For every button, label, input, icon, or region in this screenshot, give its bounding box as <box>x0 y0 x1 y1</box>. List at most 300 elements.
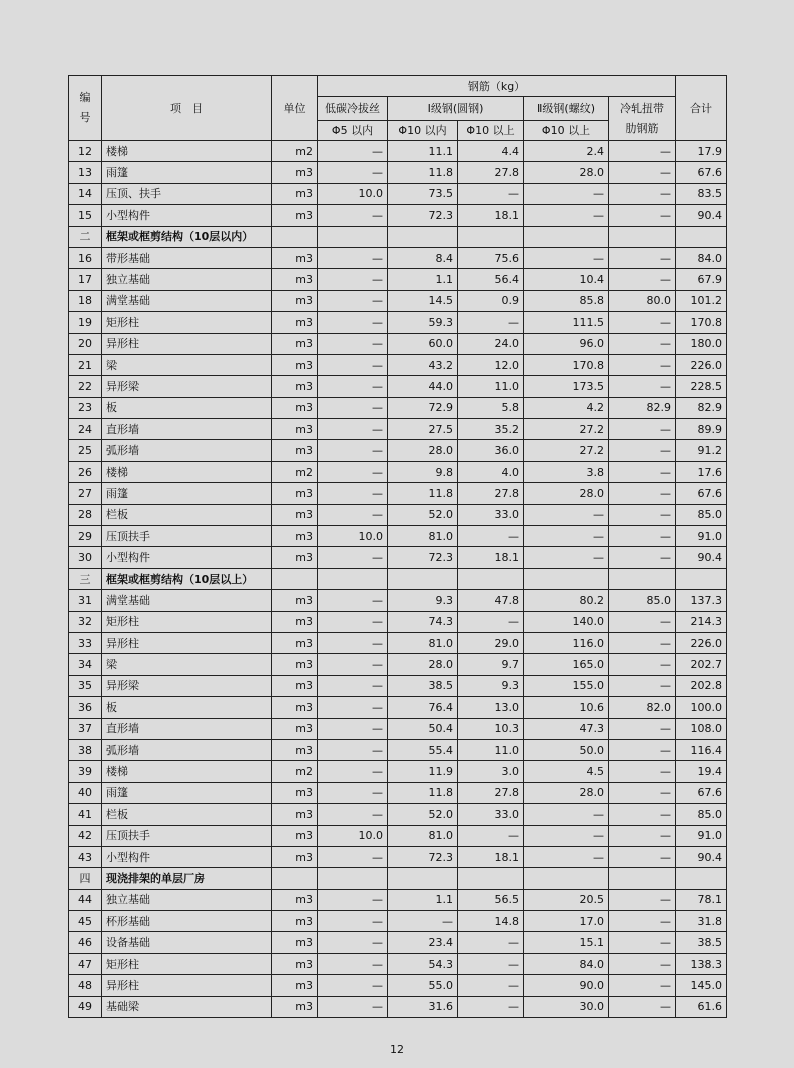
row-unit: m3 <box>272 718 318 739</box>
table-row <box>69 996 727 1017</box>
cell-phi10-in <box>388 568 458 589</box>
row-name: 带形基础 <box>102 247 272 268</box>
row-no: 31 <box>69 590 102 611</box>
cell-phi10-above: 24.0 <box>458 333 524 354</box>
cell-grade2: 80.2 <box>524 590 609 611</box>
row-name: 异形柱 <box>102 632 272 653</box>
cell-phi10-in: 81.0 <box>388 632 458 653</box>
cell-phi10-above: 47.8 <box>458 590 524 611</box>
cell-phi10-in: 28.0 <box>388 654 458 675</box>
row-no: 18 <box>69 290 102 311</box>
cell-cold-rolled: — <box>609 825 676 846</box>
row-name: 设备基础 <box>102 932 272 953</box>
cell-phi10-in <box>388 226 458 247</box>
cell-cold-rolled: — <box>609 354 676 375</box>
cell-total: 145.0 <box>676 975 727 996</box>
cell-low-carbon: — <box>318 611 388 632</box>
row-name: 弧形墙 <box>102 440 272 461</box>
header-phi10-in: Φ10 以内 <box>388 121 458 141</box>
cell-total <box>676 568 727 589</box>
cell-low-carbon <box>318 868 388 889</box>
row-unit: m3 <box>272 483 318 504</box>
cell-total: 85.0 <box>676 804 727 825</box>
cell-cold-rolled: — <box>609 333 676 354</box>
cell-cold-rolled: — <box>609 889 676 910</box>
cell-phi10-above: — <box>458 526 524 547</box>
cell-total: 85.0 <box>676 504 727 525</box>
cell-phi10-in: 23.4 <box>388 932 458 953</box>
cell-phi10-above: 14.8 <box>458 911 524 932</box>
cell-cold-rolled: — <box>609 483 676 504</box>
cell-phi10-above: 56.4 <box>458 269 524 290</box>
row-unit: m3 <box>272 376 318 397</box>
row-name: 小型构件 <box>102 205 272 226</box>
cell-total: 91.0 <box>676 825 727 846</box>
cell-phi10-in: 54.3 <box>388 953 458 974</box>
cell-cold-rolled: — <box>609 782 676 803</box>
cell-grade2: 4.2 <box>524 397 609 418</box>
row-no: 四 <box>69 868 102 889</box>
table-row <box>69 932 727 953</box>
row-unit: m3 <box>272 782 318 803</box>
cell-phi10-above: 12.0 <box>458 354 524 375</box>
cell-low-carbon: — <box>318 804 388 825</box>
row-name: 满堂基础 <box>102 290 272 311</box>
header-phi10-above-2: Φ10 以上 <box>524 121 609 141</box>
cell-cold-rolled: — <box>609 975 676 996</box>
cell-grade2: — <box>524 526 609 547</box>
row-name: 小型构件 <box>102 846 272 867</box>
cell-phi10-in: 81.0 <box>388 825 458 846</box>
row-name: 梁 <box>102 354 272 375</box>
cell-cold-rolled: — <box>609 996 676 1017</box>
cell-low-carbon: — <box>318 975 388 996</box>
row-no: 23 <box>69 397 102 418</box>
cell-grade2: 155.0 <box>524 675 609 696</box>
cell-cold-rolled: — <box>609 611 676 632</box>
cell-grade2: 4.5 <box>524 761 609 782</box>
cell-total: 180.0 <box>676 333 727 354</box>
cell-grade2: 17.0 <box>524 911 609 932</box>
cell-cold-rolled: — <box>609 141 676 162</box>
cell-cold-rolled: — <box>609 162 676 183</box>
cell-low-carbon: — <box>318 761 388 782</box>
cell-total: 78.1 <box>676 889 727 910</box>
cell-grade2: 3.8 <box>524 461 609 482</box>
table-row <box>69 269 727 290</box>
table-row <box>69 975 727 996</box>
row-name: 梁 <box>102 654 272 675</box>
cell-low-carbon: — <box>318 419 388 440</box>
row-no: 22 <box>69 376 102 397</box>
cell-low-carbon: 10.0 <box>318 825 388 846</box>
cell-low-carbon: — <box>318 205 388 226</box>
cell-phi10-in: 43.2 <box>388 354 458 375</box>
cell-cold-rolled: — <box>609 654 676 675</box>
table-row <box>69 290 727 311</box>
cell-low-carbon: — <box>318 654 388 675</box>
cell-cold-rolled <box>609 226 676 247</box>
header-item: 项 目 <box>102 76 272 141</box>
row-name: 压顶、扶手 <box>102 183 272 204</box>
cell-phi10-in: 76.4 <box>388 697 458 718</box>
cell-total: 108.0 <box>676 718 727 739</box>
cell-low-carbon: — <box>318 675 388 696</box>
row-name: 矩形柱 <box>102 953 272 974</box>
cell-low-carbon: — <box>318 269 388 290</box>
cell-cold-rolled <box>609 568 676 589</box>
header-grade2: Ⅱ级钢(螺纹) <box>524 97 609 121</box>
row-no: 14 <box>69 183 102 204</box>
row-unit: m3 <box>272 205 318 226</box>
row-name: 雨篷 <box>102 483 272 504</box>
cell-low-carbon: — <box>318 590 388 611</box>
cell-phi10-in: 1.1 <box>388 889 458 910</box>
cell-total: 82.9 <box>676 397 727 418</box>
table-row <box>69 697 727 718</box>
table-row <box>69 141 727 162</box>
row-name: 框架或框剪结构（10层以内） <box>102 226 272 247</box>
cell-low-carbon: — <box>318 461 388 482</box>
cell-total: 38.5 <box>676 932 727 953</box>
table-row <box>69 804 727 825</box>
cell-low-carbon: — <box>318 697 388 718</box>
cell-grade2: 96.0 <box>524 333 609 354</box>
row-no: 17 <box>69 269 102 290</box>
cell-cold-rolled: — <box>609 547 676 568</box>
row-no: 41 <box>69 804 102 825</box>
table-row <box>69 654 727 675</box>
cell-phi10-in: 81.0 <box>388 526 458 547</box>
cell-total: 170.8 <box>676 312 727 333</box>
row-no: 34 <box>69 654 102 675</box>
row-unit: m3 <box>272 269 318 290</box>
row-name: 框架或框剪结构（10层以上） <box>102 568 272 589</box>
cell-phi10-above: 11.0 <box>458 739 524 760</box>
cell-grade2 <box>524 226 609 247</box>
row-no: 20 <box>69 333 102 354</box>
cell-cold-rolled: — <box>609 440 676 461</box>
cell-low-carbon: — <box>318 739 388 760</box>
cell-total: 226.0 <box>676 354 727 375</box>
row-unit: m3 <box>272 975 318 996</box>
row-unit: m3 <box>272 739 318 760</box>
cell-phi10-in: 1.1 <box>388 269 458 290</box>
cell-phi10-above: — <box>458 825 524 846</box>
header-cold-rolled <box>609 97 676 141</box>
cell-total: 91.0 <box>676 526 727 547</box>
cell-total: 67.6 <box>676 483 727 504</box>
row-unit: m3 <box>272 440 318 461</box>
table-row <box>69 183 727 204</box>
cell-cold-rolled: — <box>609 419 676 440</box>
cell-cold-rolled: — <box>609 504 676 525</box>
header-low-carbon: 低碳冷拔丝 <box>318 97 388 121</box>
cell-low-carbon: — <box>318 162 388 183</box>
header-unit: 单位 <box>272 76 318 141</box>
row-name: 雨篷 <box>102 162 272 183</box>
cell-phi10-above: 75.6 <box>458 247 524 268</box>
row-no: 36 <box>69 697 102 718</box>
cell-cold-rolled: — <box>609 632 676 653</box>
cell-cold-rolled: — <box>609 526 676 547</box>
row-no: 45 <box>69 911 102 932</box>
cell-total: 83.5 <box>676 183 727 204</box>
row-unit: m3 <box>272 932 318 953</box>
cell-grade2: — <box>524 825 609 846</box>
table-row <box>69 846 727 867</box>
row-unit: m3 <box>272 290 318 311</box>
cell-cold-rolled: — <box>609 205 676 226</box>
row-unit: m3 <box>272 354 318 375</box>
cell-grade2: 10.6 <box>524 697 609 718</box>
cell-total: 67.6 <box>676 162 727 183</box>
row-name: 压顶扶手 <box>102 526 272 547</box>
row-unit: m3 <box>272 697 318 718</box>
cell-phi10-in: 44.0 <box>388 376 458 397</box>
cell-low-carbon: — <box>318 440 388 461</box>
table-row <box>69 483 727 504</box>
cell-cold-rolled: — <box>609 461 676 482</box>
row-unit: m2 <box>272 761 318 782</box>
cell-low-carbon: — <box>318 932 388 953</box>
cell-phi10-above: — <box>458 932 524 953</box>
cell-phi10-above: 4.4 <box>458 141 524 162</box>
cell-phi10-above: 4.0 <box>458 461 524 482</box>
cell-cold-rolled: — <box>609 376 676 397</box>
cell-total: 67.9 <box>676 269 727 290</box>
row-no: 33 <box>69 632 102 653</box>
row-name: 直形墙 <box>102 419 272 440</box>
cell-phi10-in: 8.4 <box>388 247 458 268</box>
cell-grade2: 20.5 <box>524 889 609 910</box>
header-no-label: 编 号 <box>79 91 91 124</box>
table-row <box>69 419 727 440</box>
row-no: 35 <box>69 675 102 696</box>
row-unit: m3 <box>272 162 318 183</box>
cell-total: 100.0 <box>676 697 727 718</box>
cell-total: 90.4 <box>676 547 727 568</box>
row-name: 雨篷 <box>102 782 272 803</box>
cell-phi10-in: 11.1 <box>388 141 458 162</box>
section-row <box>69 226 727 247</box>
row-name: 异形柱 <box>102 333 272 354</box>
cell-grade2: 30.0 <box>524 996 609 1017</box>
row-name: 独立基础 <box>102 269 272 290</box>
cell-total: 214.3 <box>676 611 727 632</box>
cell-grade2: 85.8 <box>524 290 609 311</box>
cell-low-carbon: — <box>318 141 388 162</box>
cell-low-carbon: — <box>318 397 388 418</box>
cell-phi10-in: 50.4 <box>388 718 458 739</box>
cell-grade2: — <box>524 846 609 867</box>
cell-grade2: 27.2 <box>524 419 609 440</box>
cell-phi10-in: 9.3 <box>388 590 458 611</box>
row-no: 二 <box>69 226 102 247</box>
row-no: 32 <box>69 611 102 632</box>
row-no: 49 <box>69 996 102 1017</box>
row-no: 38 <box>69 739 102 760</box>
cell-total: 202.7 <box>676 654 727 675</box>
cell-phi10-in: 11.9 <box>388 761 458 782</box>
table-row <box>69 632 727 653</box>
cell-phi10-above <box>458 568 524 589</box>
cell-cold-rolled: — <box>609 804 676 825</box>
cell-phi10-in: 11.8 <box>388 782 458 803</box>
table-row <box>69 953 727 974</box>
row-unit: m3 <box>272 804 318 825</box>
cell-low-carbon: — <box>318 504 388 525</box>
row-no: 13 <box>69 162 102 183</box>
cell-grade2: 140.0 <box>524 611 609 632</box>
cell-phi10-in: 73.5 <box>388 183 458 204</box>
cell-total: 31.8 <box>676 911 727 932</box>
cell-grade2: 170.8 <box>524 354 609 375</box>
row-unit <box>272 568 318 589</box>
cell-low-carbon: 10.0 <box>318 183 388 204</box>
row-name: 楼梯 <box>102 141 272 162</box>
cell-total: 67.6 <box>676 782 727 803</box>
cell-phi10-in: 11.8 <box>388 483 458 504</box>
row-name: 独立基础 <box>102 889 272 910</box>
row-no: 37 <box>69 718 102 739</box>
table-row <box>69 675 727 696</box>
row-unit: m3 <box>272 333 318 354</box>
cell-grade2 <box>524 568 609 589</box>
cell-phi10-in: 52.0 <box>388 504 458 525</box>
table-row <box>69 205 727 226</box>
table-row <box>69 825 727 846</box>
row-no: 28 <box>69 504 102 525</box>
table-row <box>69 911 727 932</box>
row-unit: m3 <box>272 526 318 547</box>
cell-grade2: 2.4 <box>524 141 609 162</box>
cell-low-carbon: — <box>318 376 388 397</box>
row-no: 48 <box>69 975 102 996</box>
cell-cold-rolled <box>609 868 676 889</box>
section-row <box>69 868 727 889</box>
cell-low-carbon: — <box>318 547 388 568</box>
cell-grade2: 50.0 <box>524 739 609 760</box>
table-row <box>69 504 727 525</box>
header-cold-rolled-label: 冷轧扭带肋钢筋 <box>620 101 665 135</box>
row-no: 40 <box>69 782 102 803</box>
cell-low-carbon: 10.0 <box>318 526 388 547</box>
table-body <box>69 141 727 1018</box>
cell-phi10-above: 18.1 <box>458 547 524 568</box>
row-name: 板 <box>102 697 272 718</box>
cell-grade2: — <box>524 547 609 568</box>
table-row <box>69 526 727 547</box>
cell-total: 17.6 <box>676 461 727 482</box>
row-no: 27 <box>69 483 102 504</box>
cell-phi10-above: — <box>458 996 524 1017</box>
row-name: 杯形基础 <box>102 911 272 932</box>
row-no: 47 <box>69 953 102 974</box>
row-unit: m3 <box>272 889 318 910</box>
cell-low-carbon <box>318 568 388 589</box>
table-row <box>69 461 727 482</box>
table-row <box>69 761 727 782</box>
row-no: 42 <box>69 825 102 846</box>
row-unit: m3 <box>272 632 318 653</box>
cell-total: 90.4 <box>676 846 727 867</box>
cell-phi10-above: 27.8 <box>458 782 524 803</box>
row-no: 44 <box>69 889 102 910</box>
cell-low-carbon: — <box>318 782 388 803</box>
cell-phi10-in: 28.0 <box>388 440 458 461</box>
cell-grade2: — <box>524 247 609 268</box>
cell-phi10-in: 27.5 <box>388 419 458 440</box>
cell-grade2: — <box>524 183 609 204</box>
cell-phi10-in: 55.0 <box>388 975 458 996</box>
row-unit: m3 <box>272 654 318 675</box>
row-no: 16 <box>69 247 102 268</box>
row-name: 楼梯 <box>102 461 272 482</box>
cell-grade2: 28.0 <box>524 483 609 504</box>
table-row <box>69 782 727 803</box>
cell-phi10-above: — <box>458 611 524 632</box>
row-unit: m3 <box>272 611 318 632</box>
table-row <box>69 312 727 333</box>
cell-phi10-in: 31.6 <box>388 996 458 1017</box>
cell-total <box>676 226 727 247</box>
cell-phi10-above: — <box>458 312 524 333</box>
cell-total: 90.4 <box>676 205 727 226</box>
cell-phi10-above: 13.0 <box>458 697 524 718</box>
page-number: 12 <box>390 1043 404 1056</box>
cell-low-carbon: — <box>318 996 388 1017</box>
row-name: 直形墙 <box>102 718 272 739</box>
cell-total: 91.2 <box>676 440 727 461</box>
row-unit: m2 <box>272 461 318 482</box>
row-no: 21 <box>69 354 102 375</box>
row-name: 异形梁 <box>102 376 272 397</box>
cell-total: 138.3 <box>676 953 727 974</box>
cell-phi10-in: 72.3 <box>388 205 458 226</box>
row-name: 现浇排架的单层厂房 <box>102 868 272 889</box>
row-name: 楼梯 <box>102 761 272 782</box>
cell-phi10-in: 74.3 <box>388 611 458 632</box>
row-unit: m3 <box>272 312 318 333</box>
cell-grade2: — <box>524 804 609 825</box>
table-row <box>69 739 727 760</box>
row-unit: m3 <box>272 247 318 268</box>
cell-grade2: 15.1 <box>524 932 609 953</box>
cell-total: 101.2 <box>676 290 727 311</box>
cell-phi10-above: 3.0 <box>458 761 524 782</box>
cell-phi10-above: 35.2 <box>458 419 524 440</box>
row-name: 异形梁 <box>102 675 272 696</box>
cell-phi10-above: 33.0 <box>458 504 524 525</box>
cell-total: 89.9 <box>676 419 727 440</box>
cell-grade2: 28.0 <box>524 782 609 803</box>
row-no: 29 <box>69 526 102 547</box>
cell-cold-rolled: 82.0 <box>609 697 676 718</box>
cell-total: 226.0 <box>676 632 727 653</box>
cell-cold-rolled: 80.0 <box>609 290 676 311</box>
cell-total: 61.6 <box>676 996 727 1017</box>
cell-cold-rolled: 85.0 <box>609 590 676 611</box>
row-unit: m3 <box>272 547 318 568</box>
header-grade1: Ⅰ级钢(圆钢) <box>388 97 524 121</box>
cell-cold-rolled: — <box>609 269 676 290</box>
cell-phi10-in: 9.8 <box>388 461 458 482</box>
row-name: 栏板 <box>102 804 272 825</box>
row-name: 异形柱 <box>102 975 272 996</box>
row-unit <box>272 868 318 889</box>
row-unit: m3 <box>272 996 318 1017</box>
